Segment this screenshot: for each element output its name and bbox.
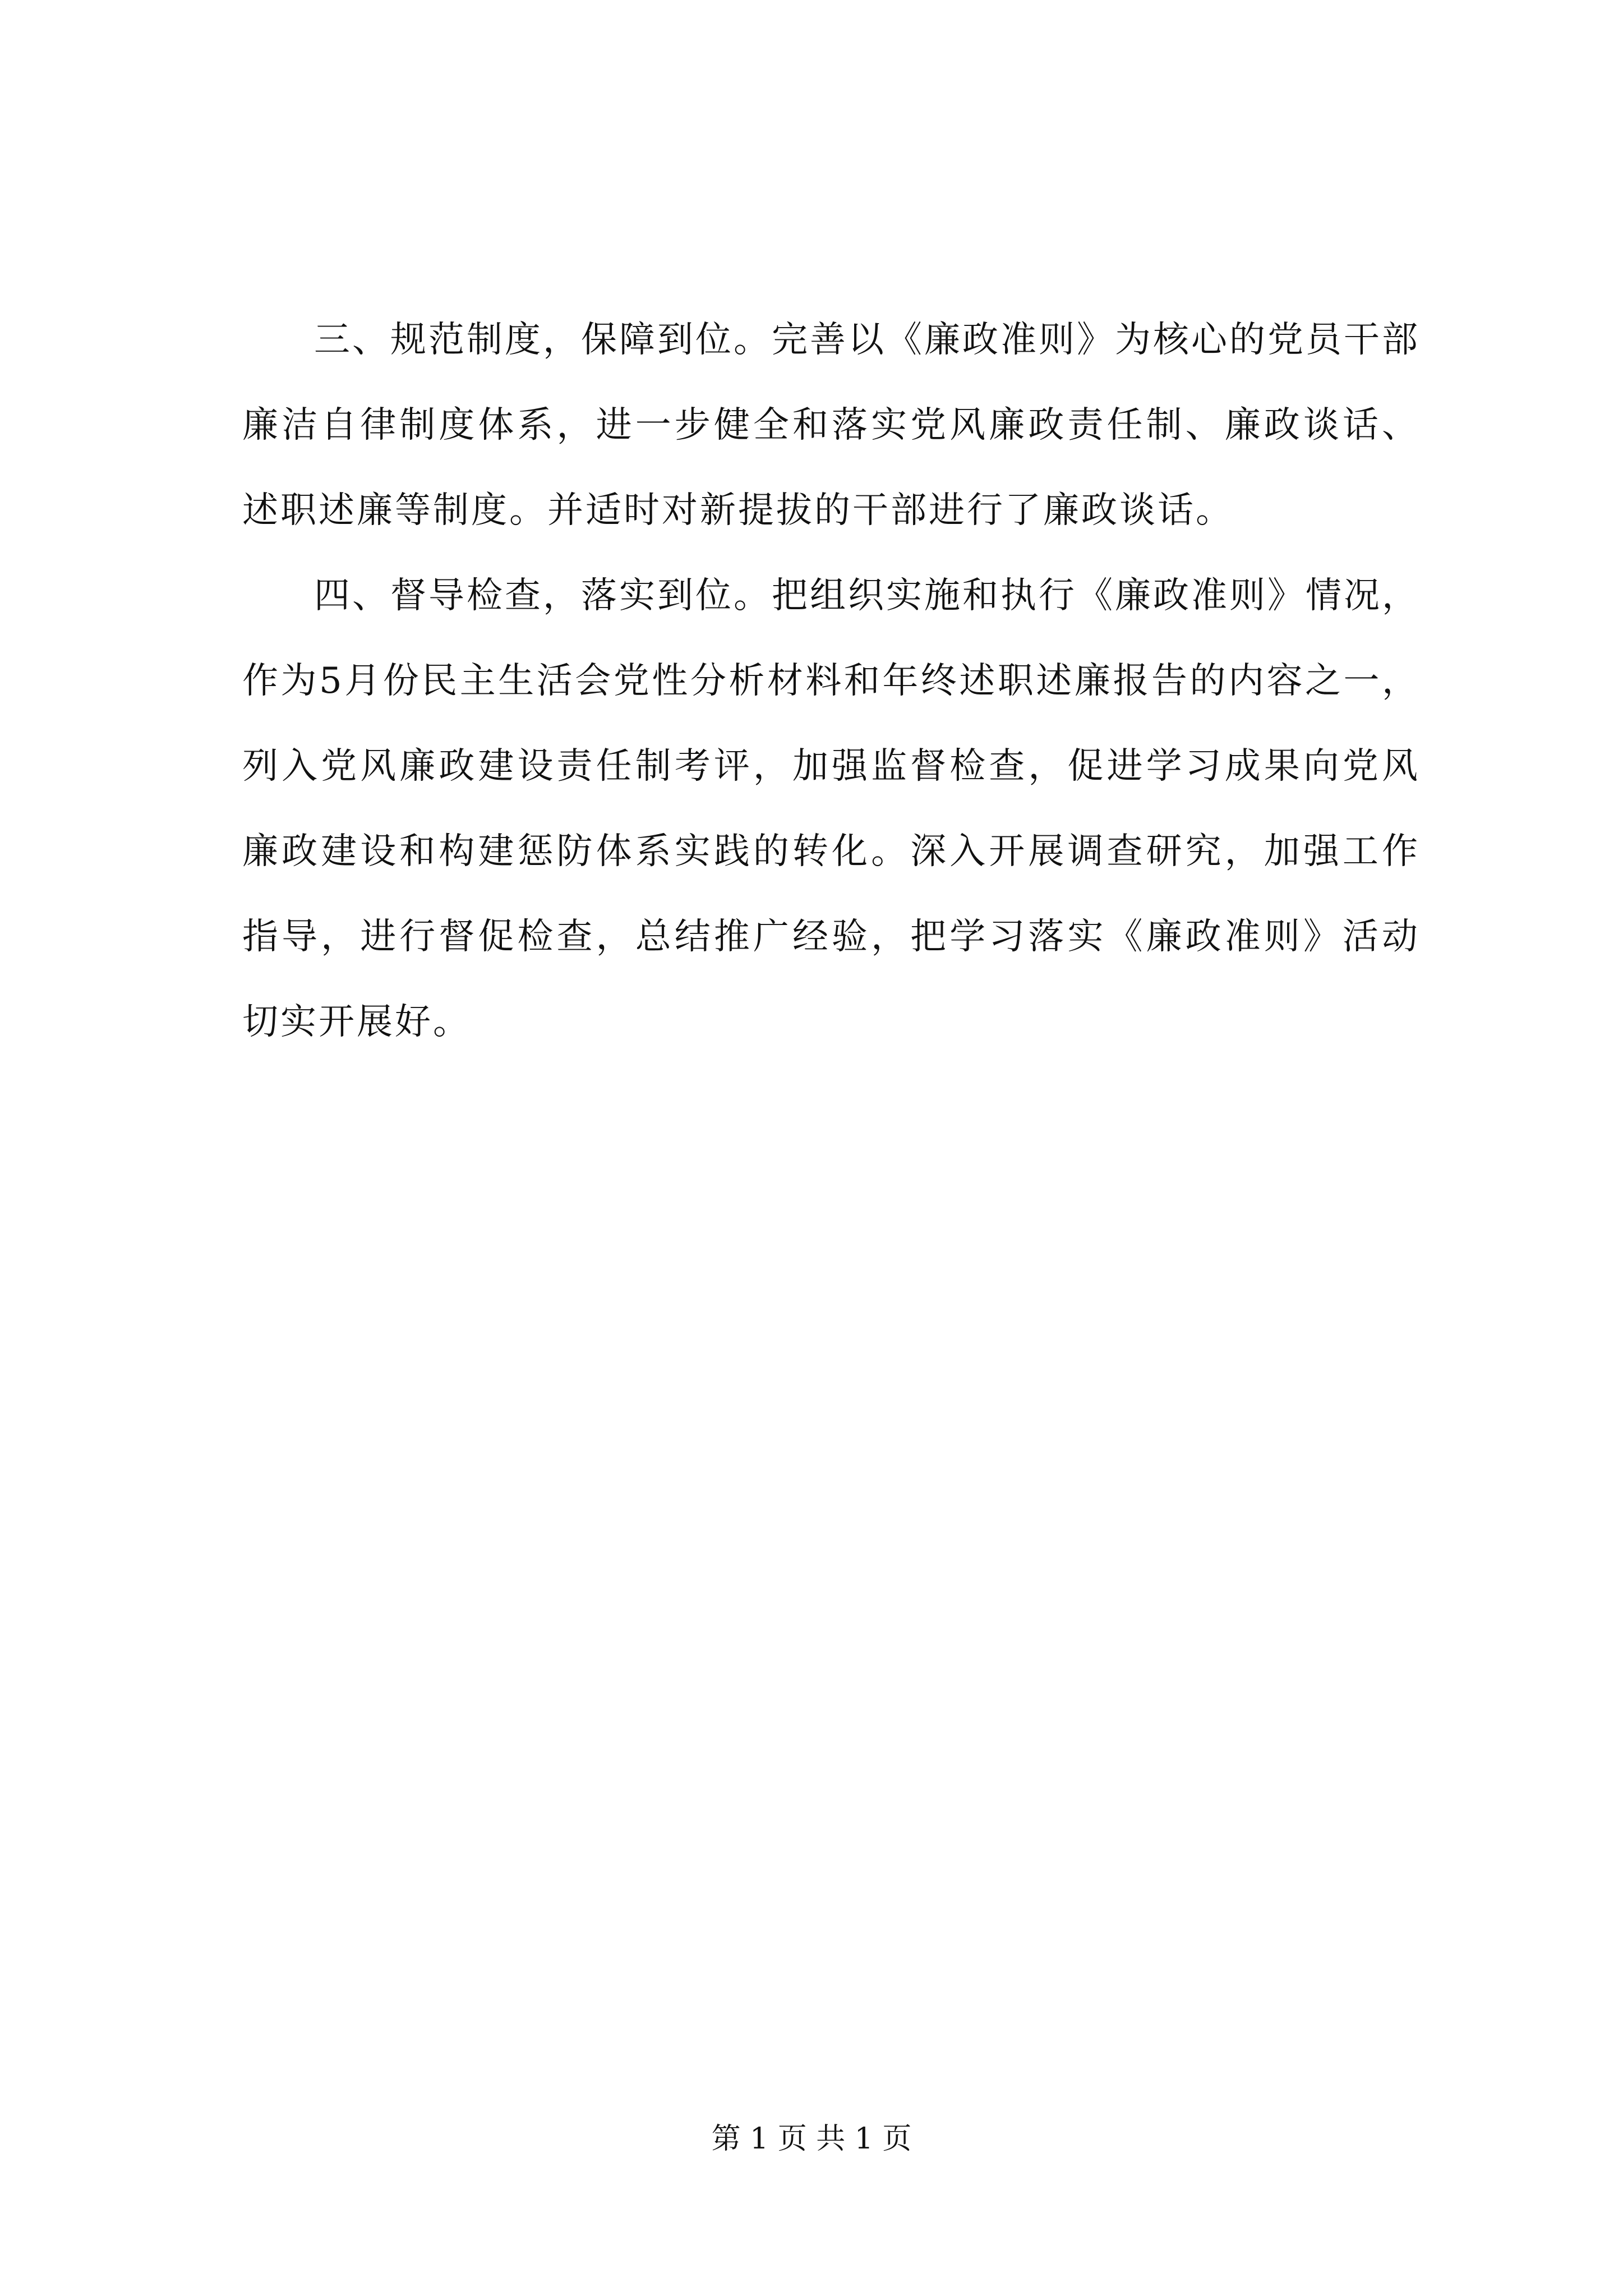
paragraph-section-four: 四、督导检查，落实到位。把组织实施和执行《廉政准则》情况，作为5月份民主生活会党性分析材料和年终述职述廉报告的内容之一，列入党风廉政建设责任制考评，加强监督检查，促进学习成果向党风廉政建设和构建惩防体系实践的转化。深入开展调查研究，加强工作指导，进行督促检查，总结推广经验，把学习落实《廉政准则》活动切实开展好。	[242, 575, 1420, 1043]
page-footer: 第 1 页 共 1 页	[711, 2122, 912, 2156]
document-body	[242, 297, 1420, 1065]
paragraph-section-three: 三、规范制度，保障到位。完善以《廉政准则》为核心的党员干部廉洁自律制度体系，进一步健全和落实党风廉政责任制、廉政谈话、述职述廉等制度。并适时对新提拔的干部进行了廉政谈话。	[242, 319, 1420, 531]
